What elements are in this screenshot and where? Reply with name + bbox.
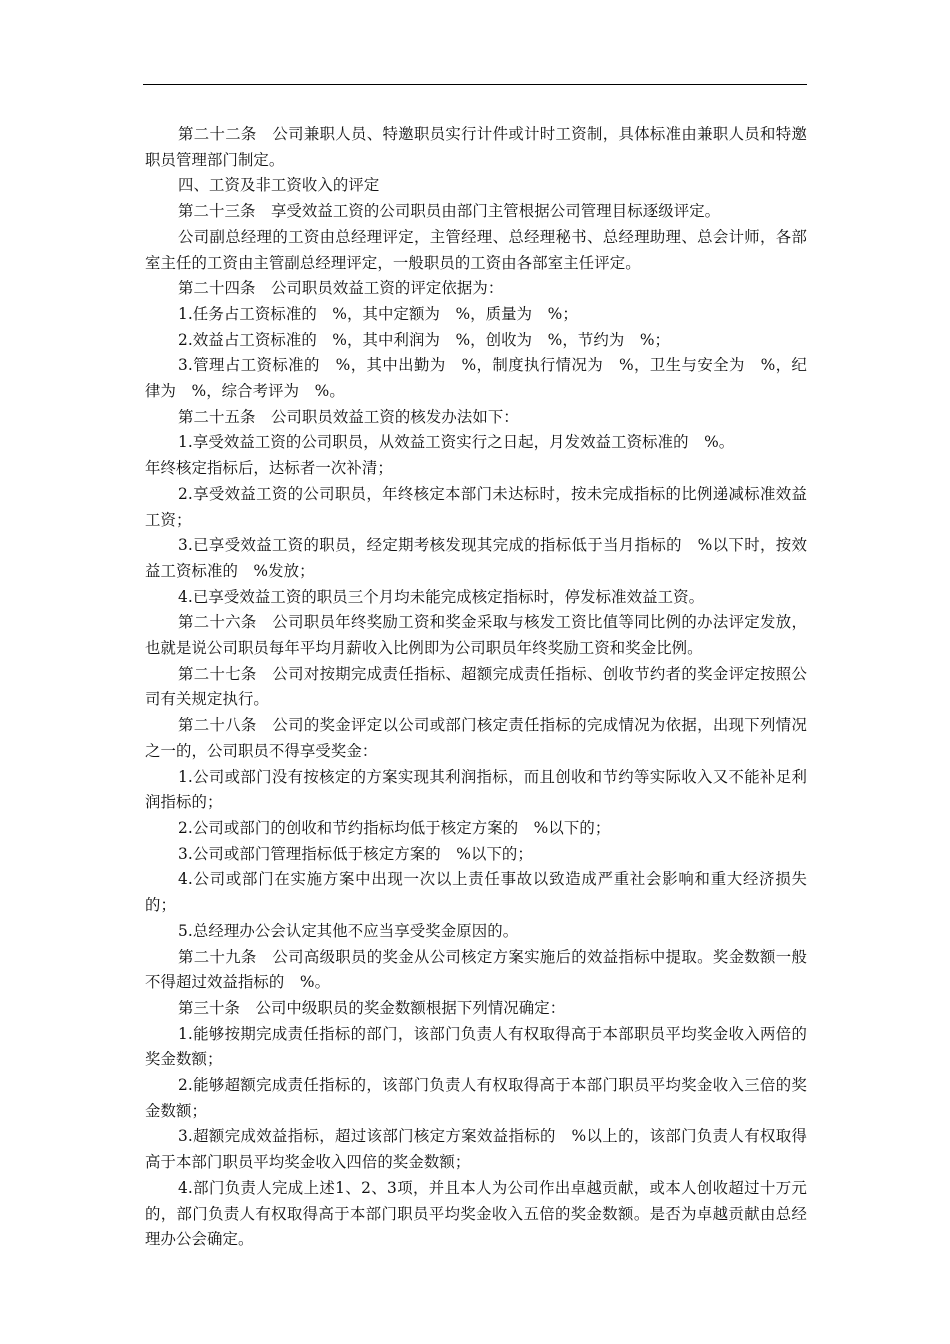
article-25-item-1-continued: 年终核定指标后，达标者一次补清； bbox=[145, 459, 393, 478]
article-28-item-4: 4.公司或部门在实施方案中出现一次以上责任事故以致造成严重社会影响和重大经济损失的； bbox=[145, 870, 807, 915]
article-30-item-3: 3.超额完成效益指标，超过该部门核定方案效益指标的 %以上的，该部门负责人有权取得高于本部门职员平均奖金收入四倍的奖金数额； bbox=[145, 1127, 807, 1172]
article-26-paragraph: 第二十六条 公司职员年终奖励工资和奖金采取与核发工资比值等同比例的办法评定发放，也就是说公司职员每年平均月薪收入比例即为公司职员年终奖励工资和奖金比例。 bbox=[145, 613, 807, 658]
article-28-item-1: 1.公司或部门没有按核定的方案实现其利润指标，而且创收和节约等实际收入又不能补足利润指标的； bbox=[145, 767, 807, 812]
article-24-item-2: 2.效益占工资标准的 %，其中利润为 %，创收为 %，节约为 %； bbox=[178, 330, 671, 349]
document-body bbox=[145, 122, 807, 1253]
article-30-item-2: 2.能够超额完成责任指标的，该部门负责人有权取得高于本部门职员平均奖金收入三倍的奖金数额； bbox=[145, 1076, 807, 1120]
article-25-item-3: 3.已享受效益工资的职员，经定期考核发现其完成的指标低于当月指标的 %以下时，按效益工资标准的 %发放； bbox=[145, 536, 807, 580]
article-30-item-1: 1.能够按期完成责任指标的部门，该部门负责人有权取得高于本部职员平均奖金收入两倍的奖金数额； bbox=[145, 1024, 807, 1069]
article-29-paragraph: 第二十九条 公司高级职员的奖金从公司核定方案实施后的效益指标中提取。奖金数额一般不得超过效益指标的 %。 bbox=[145, 947, 807, 992]
article-23-detail: 公司副总经理的工资由总经理评定，主管经理、总经理秘书、总经理助理、总会计师，各部室主任的工资由主管副总经理评定，一般职员的工资由各部室主任评定。 bbox=[145, 227, 807, 272]
article-22-paragraph: 第二十二条 公司兼职人员、特邀职员实行计件或计时工资制，具体标准由兼职人员和特邀职员管理部门制定。 bbox=[145, 125, 807, 169]
header-rule bbox=[143, 84, 807, 85]
article-30-item-4: 4.部门负责人完成上述1、2、3项，并且本人为公司作出卓越贡献，或本人创收超过十万元的，部门负责人有权取得高于本部门职员平均奖金收入五倍的奖金数额。是否为卓越贡献由总经理办公会确定。 bbox=[145, 1178, 807, 1249]
article-27-paragraph: 第二十七条 公司对按期完成责任指标、超额完成责任指标、创收节约者的奖金评定按照公司有关规定执行。 bbox=[145, 664, 807, 709]
article-24-item-3: 3.管理占工资标准的 %，其中出勤为 %，制度执行情况为 %，卫生与安全为 %，纪律为 %，综合考评为 %。 bbox=[145, 356, 807, 401]
article-25-item-4: 4.已享受效益工资的职员三个月均未能完成核定指标时，停发标准效益工资。 bbox=[178, 587, 705, 606]
article-28-item-3: 3.公司或部门管理指标低于核定方案的 %以下的； bbox=[178, 844, 533, 863]
article-24-paragraph: 第二十四条 公司职员效益工资的评定依据为： bbox=[178, 279, 504, 298]
article-28-item-5: 5.总经理办公会认定其他不应当享受奖金原因的。 bbox=[178, 921, 519, 940]
article-28-paragraph: 第二十八条 公司的奖金评定以公司或部门核定责任指标的完成情况为依据，出现下列情况之一的，公司职员不得享受奖金： bbox=[145, 716, 807, 760]
article-25-item-1: 1.享受效益工资的公司职员，从效益工资实行之日起，月发效益工资标准的 %。 bbox=[178, 433, 735, 452]
article-28-item-2: 2.公司或部门的创收和节约指标均低于核定方案的 %以下的； bbox=[178, 818, 611, 837]
article-25-paragraph: 第二十五条 公司职员效益工资的核发办法如下： bbox=[178, 407, 519, 426]
article-25-item-2: 2.享受效益工资的公司职员，年终核定本部门未达标时，按未完成指标的比例递减标准效益工资； bbox=[145, 484, 807, 529]
article-30-paragraph: 第三十条 公司中级职员的奖金数额根据下列情况确定： bbox=[178, 998, 566, 1017]
article-24-item-1: 1.任务占工资标准的 %，其中定额为 %，质量为 %； bbox=[178, 304, 578, 323]
article-23-paragraph: 第二十三条 享受效益工资的公司职员由部门主管根据公司管理目标逐级评定。 bbox=[178, 202, 721, 221]
section-heading: 四、工资及非工资收入的评定 bbox=[178, 176, 380, 195]
